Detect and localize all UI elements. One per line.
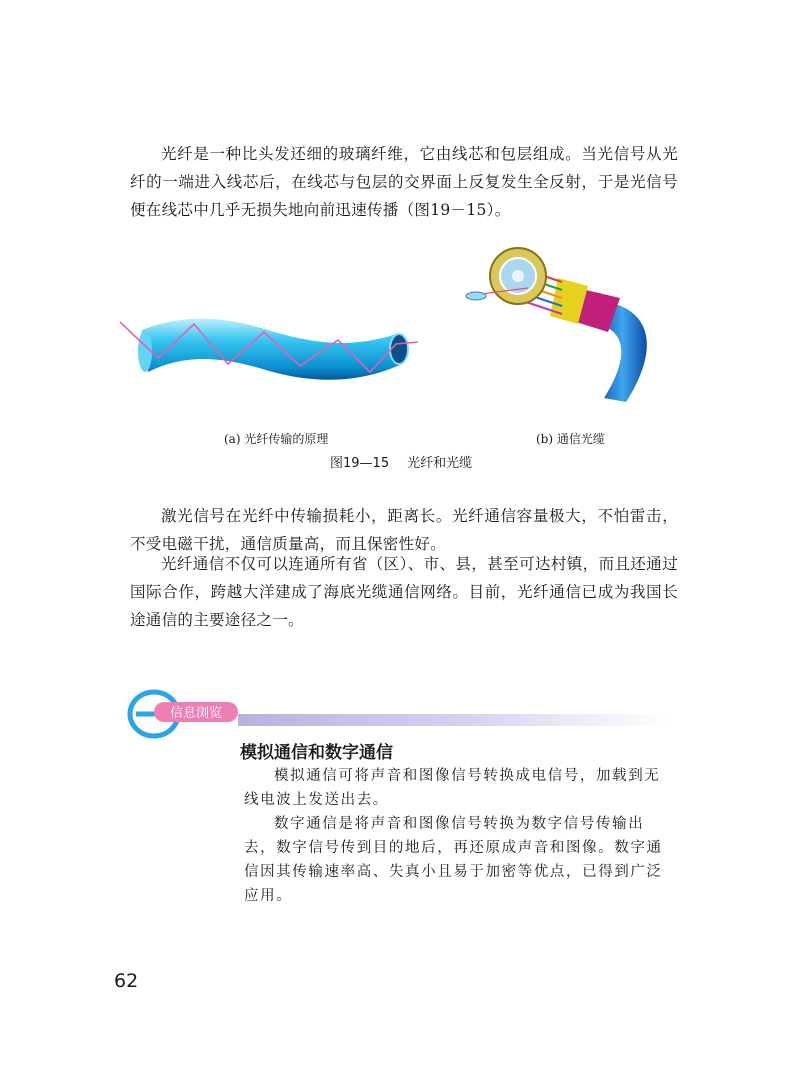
info-paragraph-1: 模拟通信可将声音和图像信号转换成电信号，加载到无线电波上发送出去。 <box>244 768 661 808</box>
body-paragraph-3: 光纤通信不仅可以连通所有省（区）、市、县，甚至可达村镇，而且还通过国际合作，跨越大洋建成了海底光缆通信网络。目前，光纤通信已成为我国长途通信的主要途径之一。 <box>130 555 678 629</box>
fiber-optic-cable-illustration <box>458 232 668 424</box>
info-browse-logo <box>124 684 244 742</box>
info-header-bar <box>238 714 668 726</box>
body-paragraph-1: 光纤是一种比头发还细的玻璃纤维，它由线芯和包层组成。当光信号从光纤的一端进入线芯后，在线芯与包层的交界面上反复发生全反射，于是光信号便在线芯中几乎无损失地向前迅速传播（图19－15）。 <box>130 145 678 219</box>
figure-number: 图19—15 <box>330 456 390 471</box>
info-heading: 模拟通信和数字通信 <box>240 743 393 763</box>
info-logo-text: 信息浏览 <box>169 706 223 721</box>
figure-caption-a: (a) 光纤传输的原理 <box>224 432 329 446</box>
optical-fiber-illustration <box>118 300 418 410</box>
info-paragraph-2: 数字通信是将声音和图像信号转换为数字信号传输出去，数字信号传到目的地后，再还原成声音和图像。数字通信因其传输速率高、失真小且易于加密等优点，已得到广泛应用。 <box>244 816 663 904</box>
figure-caption-b: (b) 通信光缆 <box>536 432 605 446</box>
page-number: 62 <box>114 970 139 992</box>
figure-title <box>330 452 490 471</box>
figure-title-text: 光纤和光缆 <box>407 456 473 471</box>
body-paragraph-2: 激光信号在光纤中传输损耗小，距离长。光纤通信容量极大，不怕雷击，不受电磁干扰，通信质量高，而且保密性好。 <box>130 507 678 553</box>
